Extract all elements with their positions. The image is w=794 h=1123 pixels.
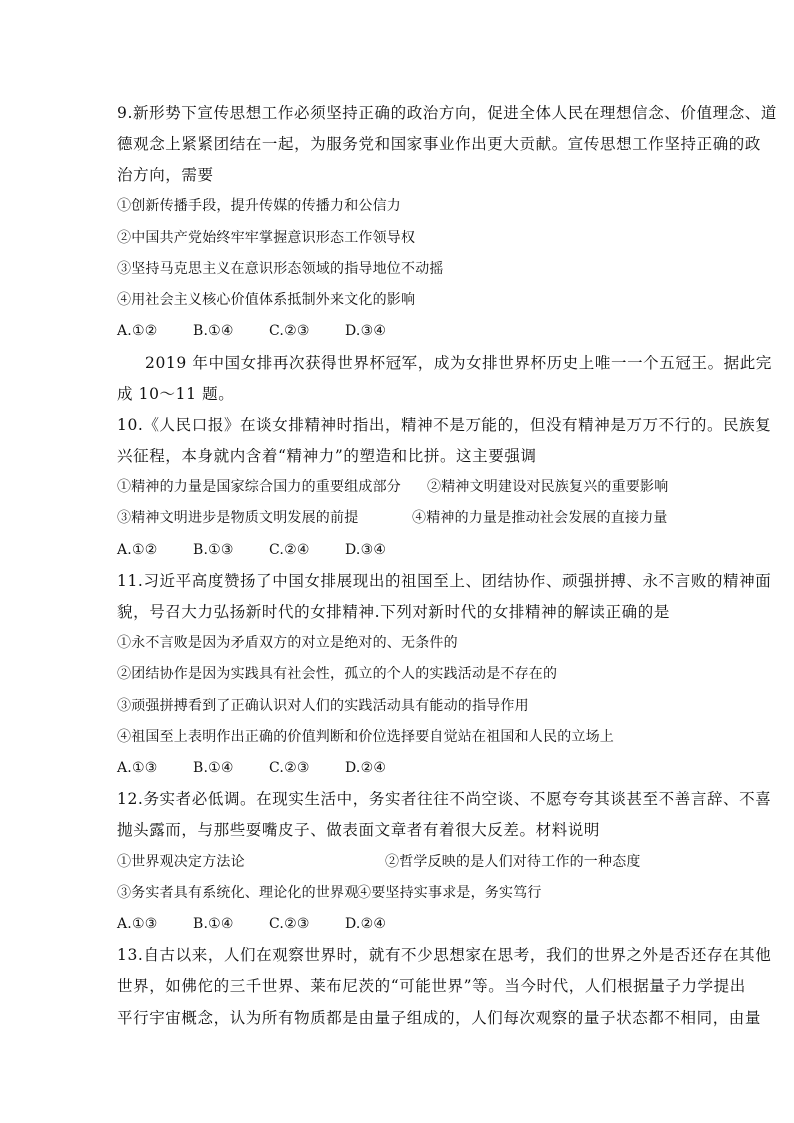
question-stem-line: 德观念上紧紧团结在一起，为服务党和国家事业作出更大贡献。宣传思想工作坚持正确的政 — [117, 135, 762, 153]
choice-a[interactable]: A.①③ — [117, 760, 158, 776]
choice-b[interactable]: B.①④ — [193, 323, 234, 339]
statement-option: ④祖国至上表明作出正确的价值判断和价位选择要自觉站在祖国和人民的立场上 — [117, 729, 614, 745]
choice-c[interactable]: C.②③ — [269, 323, 310, 339]
answer-choices — [117, 914, 687, 934]
statement-option-row — [117, 852, 687, 872]
question-stem-line: 11.习近平高度赞扬了中国女排展现出的祖国至上、团结协作、顽强拼搏、永不言败的精神面 — [117, 572, 772, 590]
question-stem-line: 12.务实者必低调。在现实生活中，务实者往往不尚空谈、不愿夸夸其谈甚至不善言辞、不喜 — [117, 790, 772, 808]
statement-option-row — [117, 477, 687, 497]
statement-option: ①精神的力量是国家综合国力的重要组成部分 — [117, 479, 401, 495]
question-stem-line: 治方向，需要 — [117, 166, 214, 184]
statement-option: ①世界观决定方法论 — [117, 854, 245, 870]
statement-option: ③务实者具有系统化、理论化的世界观 — [117, 885, 359, 901]
question-stem-line: 13.自古以来，人们在观察世界时，就有不少思想家在思考，我们的世界之外是否还存在其他 — [117, 946, 772, 964]
choice-d[interactable]: D.②④ — [345, 916, 387, 932]
statement-option: ③精神文明进步是物质文明发展的前提 — [117, 510, 359, 526]
statement-option: ②精神文明建设对民族复兴的重要影响 — [427, 479, 669, 495]
material-line: 2019 年中国女排再次获得世界杯冠军，成为女排世界杯历史上唯一一个五冠王。据此完 — [145, 354, 772, 372]
statement-option: ③顽强拼搏看到了正确认识对人们的实践活动具有能动的指导作用 — [117, 698, 529, 714]
question-stem-line: 9.新形势下宣传思想工作必须坚持正确的政治方向，促进全体人民在理想信念、价值理念、道 — [117, 104, 777, 122]
choice-d[interactable]: D.③④ — [345, 542, 387, 558]
material-line: 成 10～11 题。 — [117, 385, 235, 403]
statement-option-row — [117, 883, 687, 903]
statement-option: ②中国共产党始终牢牢掌握意识形态工作领导权 — [117, 230, 416, 246]
question-stem-line: 抛头露而，与那些耍嘴皮子、做表面文章者有着很大反差。材料说明 — [117, 821, 601, 839]
question-stem-line: 兴征程，本身就内含着“精神力”的塑造和比拼。这主要强调 — [117, 447, 537, 465]
question-stem-line: 10.《人民口报》在谈女排精神时指出，精神不是万能的，但没有精神是万万不行的。民族复 — [117, 416, 772, 434]
question-stem-line: 平行宇宙概念，认为所有物质都是由量子组成的，人们每次观察的量子状态都不相同，由量 — [117, 1009, 762, 1027]
answer-choices — [117, 540, 687, 560]
choice-a[interactable]: A.①② — [117, 323, 158, 339]
statement-option: ④精神的力量是推动社会发展的直接力量 — [412, 510, 668, 526]
statement-option-row — [117, 508, 687, 528]
choice-b[interactable]: B.①④ — [193, 916, 234, 932]
statement-option: ①永不言败是因为矛盾双方的对立是绝对的、无条件的 — [117, 635, 458, 651]
question-stem-line: 世界，如佛佗的三千世界、莱布尼茨的“可能世界”等。当今时代，人们根据量子力学提出 — [117, 977, 746, 995]
choice-c[interactable]: C.②③ — [269, 760, 310, 776]
statement-option: ④用社会主义核心价值体系抵制外来文化的影响 — [117, 292, 416, 308]
choice-b[interactable]: B.①③ — [193, 542, 234, 558]
answer-choices — [117, 758, 687, 778]
choice-a[interactable]: A.①② — [117, 542, 158, 558]
choice-c[interactable]: C.②③ — [269, 916, 310, 932]
choice-d[interactable]: D.②④ — [345, 760, 387, 776]
statement-option: ④要坚持实事求是，务实笃行 — [357, 885, 542, 901]
answer-choices — [117, 321, 687, 341]
statement-option: ③坚持马克思主义在意识形态领域的指导地位不动摇 — [117, 261, 444, 277]
choice-a[interactable]: A.①③ — [117, 916, 158, 932]
question-stem-line: 貌，号召大力弘扬新时代的女排精神.下列对新时代的女排精神的解读正确的是 — [117, 603, 670, 621]
choice-d[interactable]: D.③④ — [345, 323, 387, 339]
statement-option: ①创新传播手段，提升传媒的传播力和公信力 — [117, 198, 401, 214]
statement-option: ②团结协作是因为实践具有社会性，孤立的个人的实践活动是不存在的 — [117, 666, 558, 682]
choice-c[interactable]: C.②④ — [269, 542, 310, 558]
statement-option: ②哲学反映的是人们对待工作的一种态度 — [385, 854, 641, 870]
choice-b[interactable]: B.①④ — [193, 760, 234, 776]
